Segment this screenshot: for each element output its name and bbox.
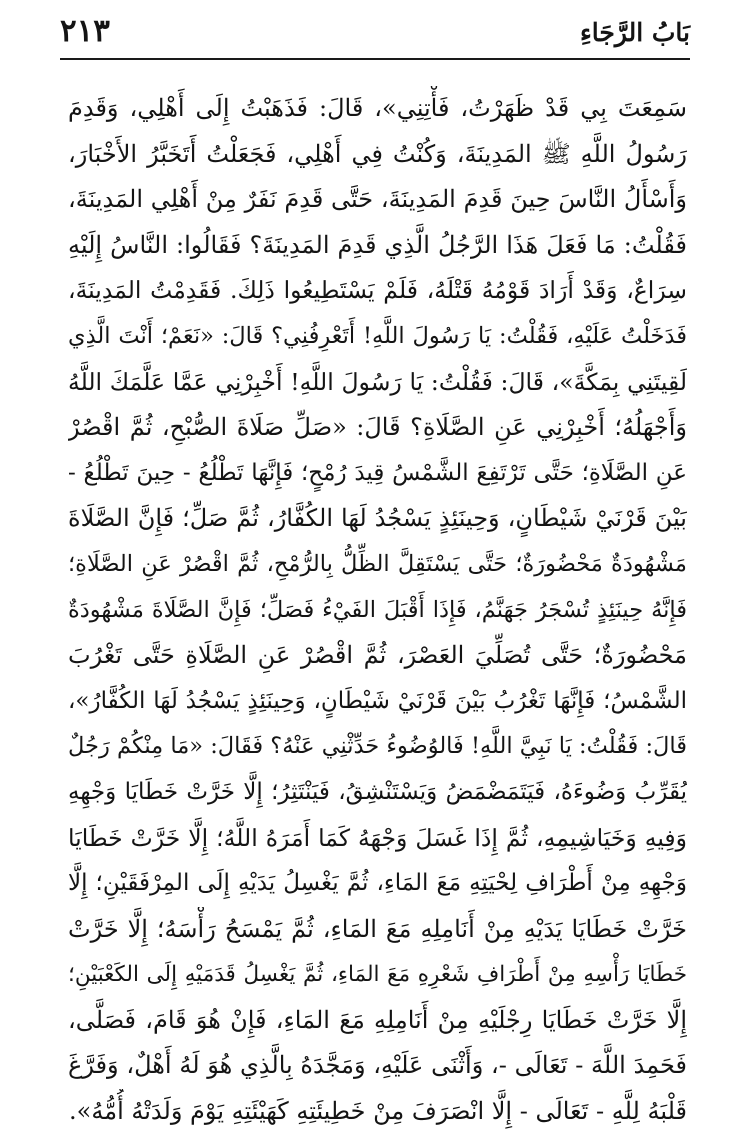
page-header: [60, 14, 690, 52]
text-line: قَالَ: فَقُلْتُ: يَا نَبِيَّ اللَّهِ! فَالوُضُوءُ حَدِّثْنِي عَنْهُ؟ فَقَالَ: «مَا مِنْكُمْ رَجُلٌ: [68, 733, 687, 760]
text-line: وَفِيهِ وَخَيَاشِيمِهِ، ثُمَّ إِذَا غَسَلَ وَجْهَهُ كَمَا أَمَرَهُ اللَّهُ؛ إِلَّا خَرَّتْ خَطَايَا: [68, 823, 687, 852]
text-line: خَرَّتْ خَطَايَا يَدَيْهِ مِنْ أَنَامِلِهِ مَعَ المَاءِ، ثُمَّ يَمْسَحُ رَأْسَهُ؛ إِلَّا خَرَّتْ: [68, 914, 687, 943]
text-line: سِرَاعٌ، وَقَدْ أَرَادَ قَوْمُهُ قَتْلَهُ، فَلَمْ يَسْتَطِيعُوا ذَلِكَ. فَقَدِمْتُ المَدِينَةَ،: [68, 276, 687, 305]
header-divider: [60, 58, 690, 60]
page-number: ٢١٣: [60, 13, 110, 49]
text-line: يُقَرِّبُ وَضُوءَهُ، فَيَتَمَضْمَضُ وَيَسْتَنْشِقُ، فَيَنْتَثِرُ؛ إِلَّا خَرَّتْ خَطَايَا وَجْهِهِ: [68, 778, 687, 805]
text-line: قَلْبَهُ لِلَّهِ - تَعَالَى - إِلَّا انْصَرَفَ مِنْ خَطِيئَتِهِ كَهَيْئَتِهِ يَوْمَ وَلَدَتْهُ أُمُّهُ».: [69, 1097, 687, 1126]
text-line: فَدَخَلْتُ عَلَيْهِ، فَقُلْتُ: يَا رَسُولَ اللَّهِ! أَتَعْرِفُنِي؟ قَالَ: «نَعَمْ؛ أَنْتَ الَّذِي: [68, 322, 687, 349]
text-line: فَقُلْتُ: مَا فَعَلَ هَذَا الرَّجُلُ الَّذِي قَدِمَ المَدِينَةَ؟ فَقَالُوا: النَّاسُ إِلَيْهِ: [68, 230, 687, 259]
chapter-title: بَابُ الرَّجَاءِ: [580, 18, 690, 47]
text-line: وَأَسْأَلُ النَّاسَ حِينَ قَدِمَ المَدِينَةَ، حَتَّى قَدِمَ نَفَرٌ مِنْ أَهْلِي المَدِينَةَ،: [68, 185, 687, 214]
body-text: [68, 86, 687, 1135]
text-line: عَنِ الصَّلَاةِ؛ حَتَّى تَرْتَفِعَ الشَّمْسُ قِيدَ رُمْحٍ؛ فَإِنَّهَا تَطْلُعُ - حِينَ تَطْلُعُ -: [68, 459, 687, 486]
text-line: مَحْضُورَةٌ؛ حَتَّى تُصَلِّيَ العَصْرَ، ثُمَّ اقْصُرْ عَنِ الصَّلَاةِ حَتَّى تَغْرُبَ: [68, 641, 687, 670]
text-line: الشَّمْسُ؛ فَإِنَّهَا تَغْرُبُ بَيْنَ قَرْنَيْ شَيْطَانٍ، وَحِينَئِذٍ يَسْجُدُ لَهَا الكُفَّارُ»،: [68, 687, 687, 714]
text-line: سَمِعَتَ بِي قَدْ ظَهَرْتُ، فَأْتِنِي»، قَالَ: فَذَهَبْتُ إِلَى أَهْلِي، وَقَدِمَ: [68, 94, 687, 122]
text-line: لَقِيتَنِي بِمَكَّةَ»، قَالَ: فَقُلْتُ: يَا رَسُولَ اللَّهِ! أَخْبِرْنِي عَمَّا عَلَّمَكَ اللَّهُ: [68, 367, 687, 396]
text-line: مَشْهُودَةٌ مَحْضُورَةٌ؛ حَتَّى يَسْتَقِلَّ الظِّلُّ بِالرُّمْحِ، ثُمَّ اقْصُرْ عَنِ الصَّلَاةِ؛: [68, 550, 687, 577]
text-line: وَجْهِهِ مِنْ أَطْرَافِ لِحْيَتِهِ مَعَ المَاءِ، ثُمَّ يَغْسِلُ يَدَيْهِ إِلَى المِرْفَقَيْنِ؛ إِلَّا: [68, 870, 687, 897]
text-line: بَيْنَ قَرْنَيْ شَيْطَانٍ، وَحِينَئِذٍ يَسْجُدُ لَهَا الكُفَّارُ، ثُمَّ صَلِّ؛ فَإِنَّ الصَّلَاةَ: [68, 504, 687, 533]
text-line: إِلَّا خَرَّتْ خَطَايَا رِجْلَيْهِ مِنْ أَنَامِلِهِ مَعَ المَاءِ، فَإِنْ هُوَ قَامَ، فَصَلَّى،: [68, 1005, 687, 1034]
text-line: فَحَمِدَ اللَّهَ - تَعَالَى -، وَأَثْنَى عَلَيْهِ، وَمَجَّدَهُ بِالَّذِي هُوَ لَهُ أَهْلٌ، وَفَرَّغَ: [68, 1051, 687, 1080]
text-line: رَسُولُ اللَّهِ ﷺ المَدِينَةَ، وَكُنْتُ فِي أَهْلِي، فَجَعَلْتُ أَتَخَبَّرُ الأَخْبَارَ،: [68, 139, 687, 168]
text-line: فَإِنَّهُ حِينَئِذٍ تُسْجَرُ جَهَنَّمُ، فَإِذَا أَقْبَلَ الفَيْءُ فَصَلِّ؛ فَإِنَّ الصَّلَاةَ مَشْهُودَةٌ: [68, 596, 687, 623]
text-line: وَأَجْهَلُهُ؛ أَخْبِرْنِي عَنِ الصَّلَاةِ؟ قَالَ: «صَلِّ صَلَاةَ الصُّبْحِ، ثُمَّ اقْصُرْ: [68, 413, 687, 442]
text-line: خَطَايَا رَأْسِهِ مِنْ أَطْرَافِ شَعْرِهِ مَعَ المَاءِ، ثُمَّ يَغْسِلُ قَدَمَيْهِ إِلَى الكَعْبَيْنِ؛: [68, 962, 687, 988]
